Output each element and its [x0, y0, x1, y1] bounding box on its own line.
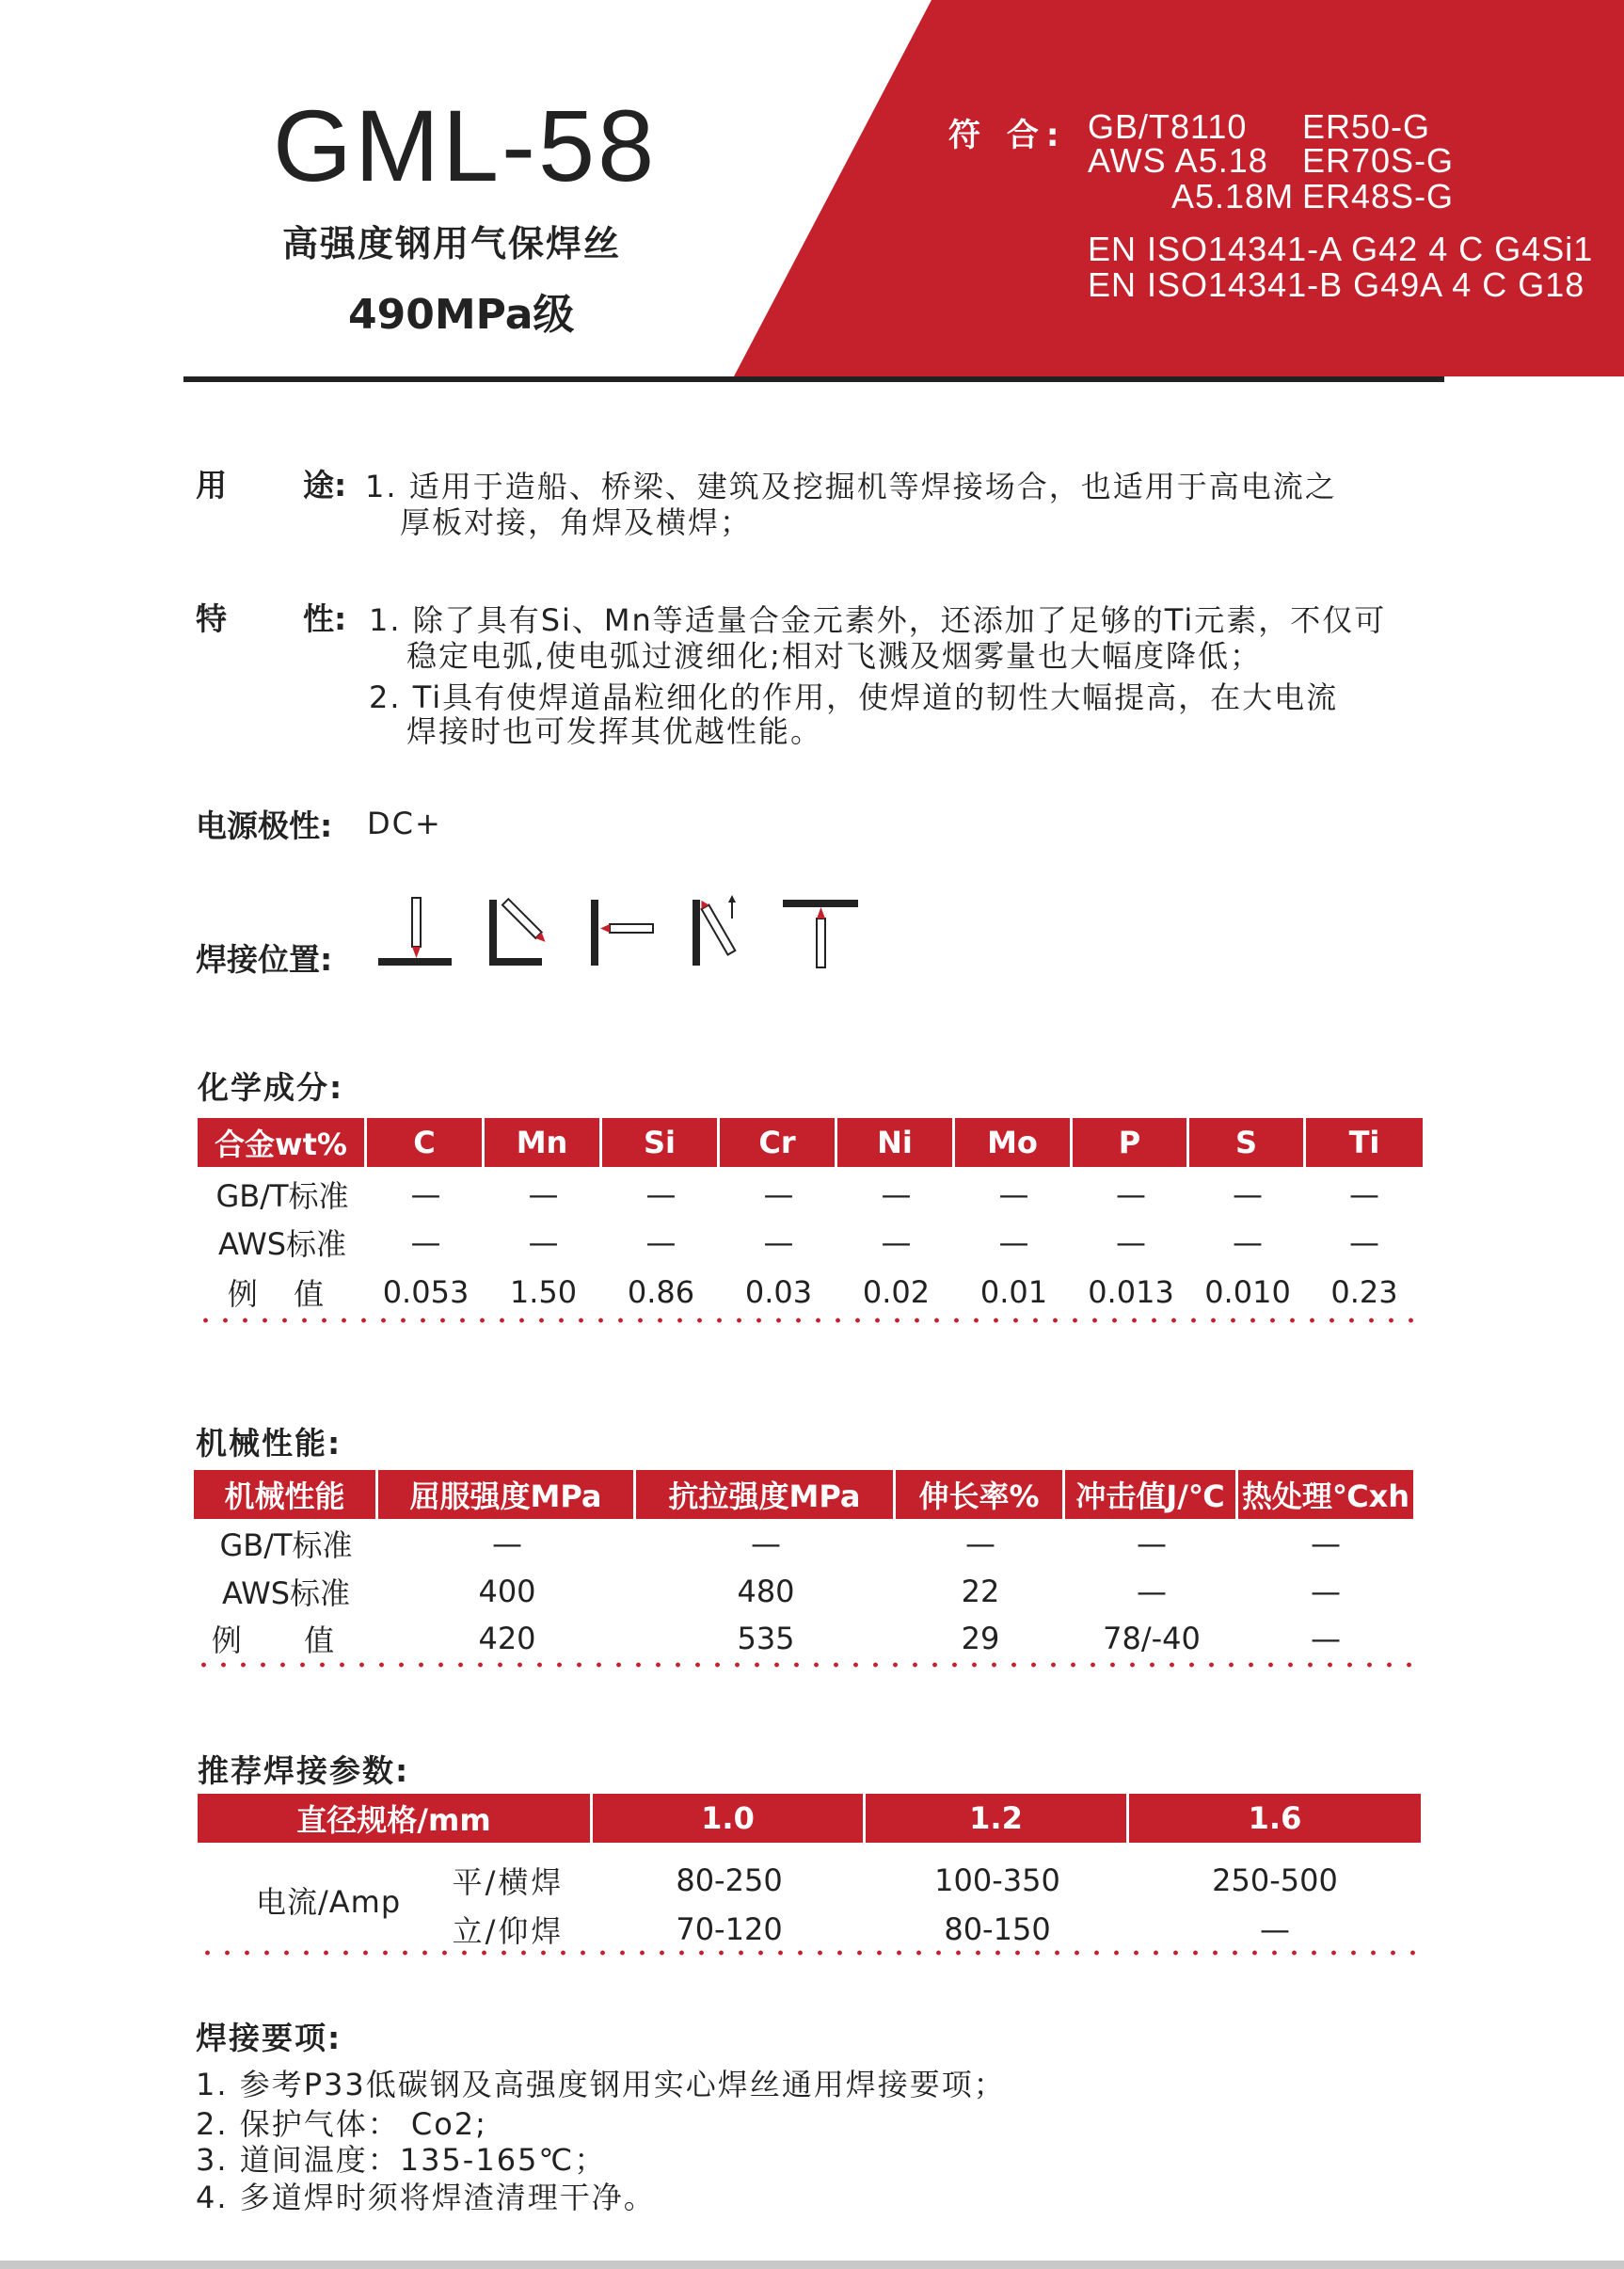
chem-header-p: P [1073, 1118, 1189, 1167]
standard-aws-class: ER70S-G [1302, 141, 1455, 180]
mech-header-impact: 冲击值J/℃ [1065, 1470, 1238, 1519]
product-subtitle: 高强度钢用气保焊丝 [282, 223, 622, 264]
mech-header-property: 机械性能 [194, 1470, 378, 1519]
mech-header-tensile: 抗拉强度MPa [636, 1470, 896, 1519]
features-line-4: 焊接时也可发挥其优越性能。 [406, 713, 823, 749]
mech-header-yield: 屈服强度MPa [378, 1470, 636, 1519]
cell-value: 0.053 [382, 1274, 470, 1310]
welding-positions-icons [374, 894, 864, 971]
cell-value: — [881, 1224, 912, 1260]
page-bottom-edge [0, 2261, 1624, 2269]
cell-value: 80-150 [944, 1911, 1051, 1947]
polarity-value: DC+ [367, 806, 442, 841]
cell-value: — [1116, 1224, 1146, 1260]
note-item-1: 1. 参考P33低碳钢及高强度钢用实心焊丝通用焊接要项； [196, 2067, 1006, 2102]
chem-header-c: C [367, 1118, 485, 1167]
cell-value: — [998, 1224, 1029, 1260]
features-line-2: 稳定电弧,使电弧过渡细化;相对飞溅及烟雾量也大幅度降低； [406, 638, 1262, 674]
cell-value: — [645, 1176, 677, 1212]
cell-value: 0.03 [744, 1274, 813, 1310]
mechanical-table-header [194, 1470, 1413, 1519]
cell-value: — [1260, 1911, 1290, 1947]
params-table-header [198, 1794, 1421, 1843]
cell-value: 0.010 [1204, 1274, 1291, 1310]
features-line-1: 1. 除了具有Si、Mn等适量合金元素外，还添加了足够的Ti元素，不仅可 [369, 602, 1387, 638]
standard-aws-m: A5.18M [1171, 177, 1295, 216]
features-label-b: 性: [303, 600, 347, 637]
cell-value: 1.50 [509, 1274, 578, 1310]
cell-value: — [1233, 1224, 1263, 1260]
dotted-divider [194, 1662, 1413, 1668]
note-item-2: 2. 保护气体： Co2; [196, 2106, 487, 2142]
cell-value: — [1349, 1224, 1379, 1260]
table-row [423, 1905, 1421, 1954]
mech-header-heat-treatment: 热处理℃xh [1241, 1478, 1410, 1514]
cell-value: — [1116, 1176, 1146, 1212]
usage-line-1: 1. 适用于造船、桥梁、建筑及挖掘机等焊接场合，也适用于高电流之 [365, 469, 1337, 504]
cell-value: 70-120 [676, 1911, 783, 1947]
row-label: 例 值 [211, 1622, 361, 1658]
standard-en-a: EN ISO14341-A G42 4 C G4Si1 [1088, 230, 1594, 268]
cell-value: — [1311, 1574, 1341, 1609]
note-item-4: 4. 多道焊时须将焊渣清理干净。 [196, 2180, 656, 2215]
table-row [194, 1568, 1413, 1615]
params-header-1-0: 1.0 [593, 1794, 866, 1843]
chemistry-title: 化学成分: [198, 1069, 344, 1106]
cell-value: 78/-40 [1103, 1621, 1201, 1656]
row-label: 平/横焊 [452, 1864, 565, 1900]
chem-header-si: Si [602, 1118, 720, 1167]
cell-value: 0.013 [1088, 1274, 1174, 1310]
cell-value: 0.02 [862, 1274, 931, 1310]
row-label: GB/T标准 [219, 1527, 353, 1563]
chem-header-ti: Ti [1348, 1125, 1380, 1160]
chem-header-mo: Mo [955, 1118, 1073, 1167]
note-item-3: 3. 道间温度：135-165℃； [196, 2142, 607, 2178]
params-title: 推荐焊接参数: [198, 1752, 410, 1789]
cell-value: 480 [737, 1574, 795, 1609]
standard-en-b: EN ISO14341-B G49A 4 C G18 [1088, 265, 1585, 304]
features-label-a: 特 [196, 600, 227, 637]
current-label: 电流/Amp [256, 1884, 402, 1920]
cell-value: 0.86 [627, 1274, 695, 1310]
cell-value: 29 [961, 1621, 1000, 1656]
standard-aws: AWS A5.18 [1088, 141, 1268, 180]
cell-value: 0.23 [1330, 1274, 1398, 1310]
positions-label: 焊接位置: [196, 941, 333, 978]
standards-label: 符 合: [948, 117, 1067, 154]
cell-value: — [763, 1224, 794, 1260]
flat-position-icon [378, 898, 452, 966]
cell-value: — [528, 1176, 559, 1212]
cell-value: — [763, 1176, 794, 1212]
table-row [194, 1519, 1413, 1568]
row-label: 例 值 [227, 1276, 338, 1312]
chem-header-ni: Ni [837, 1118, 955, 1167]
strength-grade: 490MPa级 [348, 291, 575, 339]
horizontal-position-icon [591, 900, 653, 966]
cell-value: — [1233, 1176, 1263, 1212]
table-row [194, 1615, 1413, 1662]
cell-value: 80-250 [676, 1862, 783, 1898]
standard-aws-m-class: ER48S-G [1302, 177, 1455, 216]
table-row [198, 1267, 1423, 1318]
cell-value: 535 [737, 1621, 795, 1656]
cell-value: — [410, 1176, 441, 1212]
cell-value: 0.01 [979, 1274, 1048, 1310]
usage-label-b: 途: [303, 467, 347, 503]
product-title: GML-58 [273, 88, 658, 202]
cell-value: — [881, 1176, 912, 1212]
dotted-divider [196, 1318, 1419, 1323]
cell-value: — [645, 1224, 677, 1260]
chem-header-alloy: 合金wt% [198, 1118, 367, 1167]
cell-value: — [1137, 1526, 1167, 1561]
chem-header-mn: Mn [485, 1118, 602, 1167]
header-divider [183, 376, 1444, 382]
row-label: AWS标准 [217, 1226, 347, 1262]
table-row [423, 1856, 1421, 1905]
notes-title: 焊接要项: [196, 2020, 342, 2056]
cell-value: — [1311, 1526, 1341, 1561]
cell-value: — [528, 1224, 559, 1260]
polarity-label: 电源极性: [196, 807, 333, 844]
params-header-1-6: 1.6 [1248, 1800, 1302, 1836]
usage-label-a: 用 [196, 467, 227, 503]
standard-gb: GB/T8110 [1088, 107, 1248, 146]
cell-value: — [1311, 1621, 1341, 1656]
cell-value: 250-500 [1212, 1862, 1338, 1898]
dotted-divider [198, 1950, 1421, 1956]
row-label: GB/T标准 [215, 1178, 349, 1214]
params-header-1-2: 1.2 [866, 1794, 1129, 1843]
cell-value: — [1137, 1574, 1167, 1609]
params-header-diameter: 直径规格/mm [198, 1794, 593, 1843]
usage-line-2: 厚板对接，角焊及横焊； [400, 504, 753, 540]
row-label: AWS标准 [221, 1575, 351, 1611]
chem-header-cr: Cr [720, 1118, 837, 1167]
cell-value: — [998, 1176, 1029, 1212]
cell-value: — [492, 1526, 522, 1561]
cell-value: — [410, 1224, 441, 1260]
table-row [198, 1218, 1423, 1267]
standard-gb-class: ER50-G [1302, 107, 1431, 146]
chemistry-table-header [198, 1118, 1423, 1167]
vertical-up-icon [693, 895, 736, 966]
cell-value: — [751, 1526, 781, 1561]
cell-value: — [965, 1526, 995, 1561]
mech-header-elongation: 伸长率% [896, 1470, 1065, 1519]
row-label: 立/仰焊 [452, 1913, 565, 1949]
chem-header-s: S [1189, 1118, 1306, 1167]
overhead-position-icon [783, 900, 858, 967]
cell-value: 22 [961, 1574, 1000, 1609]
cell-value: — [1349, 1176, 1379, 1212]
cell-value: 420 [478, 1621, 536, 1656]
cell-value: 100-350 [934, 1862, 1060, 1898]
mechanical-title: 机械性能: [196, 1425, 342, 1462]
cell-value: 400 [478, 1574, 536, 1609]
table-row [198, 1171, 1423, 1218]
horizontal-fillet-icon [489, 899, 549, 966]
features-line-3: 2. Ti具有使焊道晶粒细化的作用，使焊道的韧性大幅提高，在大电流 [369, 679, 1339, 715]
